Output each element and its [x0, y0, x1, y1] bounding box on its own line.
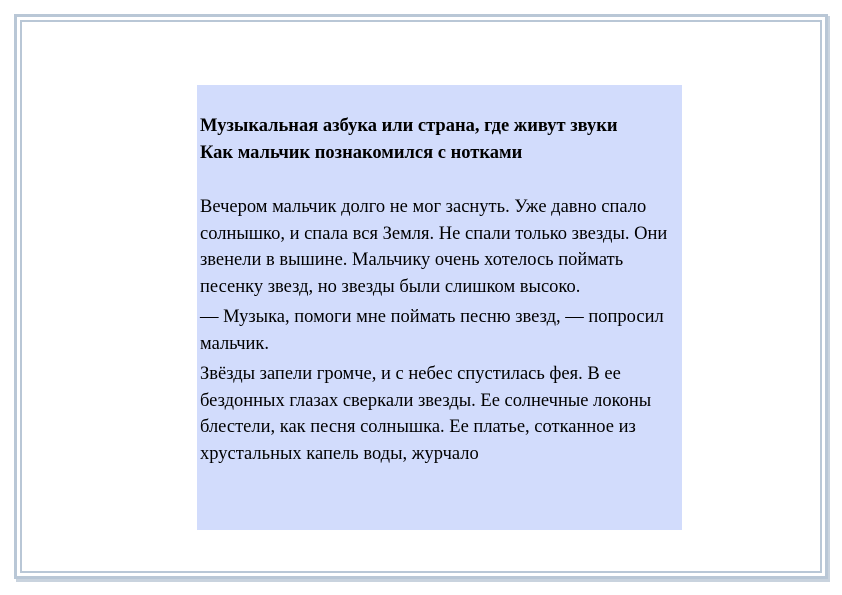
document-subtitle: Как мальчик познакомился с нотками — [200, 143, 523, 163]
story-paragraph-2: — Музыка, помоги мне поймать песню звезд, — попросил мальчик. — [200, 307, 664, 354]
document-title: Музыкальная азбука или страна, где живут звуки — [200, 116, 618, 136]
story-text-box — [197, 85, 682, 530]
story-paragraph-3: Звёзды запели громче, и с небес спустилась фея. В ее бездонных глазах сверкали звезды. Ее солнечные локоны блестели, как песня солнышка. Ее платье, сотканное из хрустальных капель воды, журчало — [200, 364, 652, 464]
heading-spacer — [200, 167, 680, 194]
story-paragraph-1: Вечером мальчик долго не мог заснуть. Уже давно спало солнышко, и спала вся Земля. Не спали только звезды. Они звенели в вышине. Мальчику очень хотелось поймать песенку звезд, но звезды были слишком высоко. — [200, 197, 668, 297]
